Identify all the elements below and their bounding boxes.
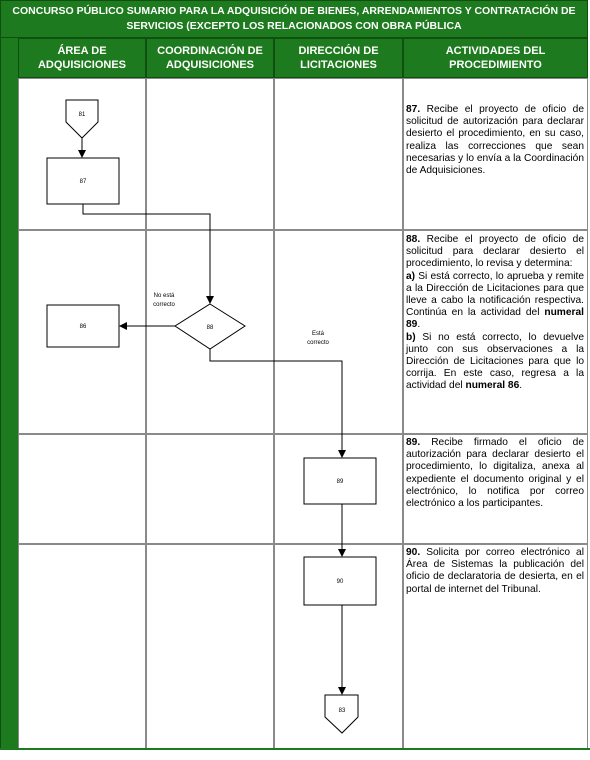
decision-diamond-88	[175, 304, 245, 349]
activity-87-number: 87.	[406, 104, 421, 115]
box-86-label: 86	[79, 324, 87, 330]
column-header-label: ACTIVIDADES DEL PROCEDIMIENTO	[445, 45, 546, 71]
process-box-89	[304, 458, 376, 504]
edge-87-88	[83, 204, 210, 303]
activity-87	[406, 104, 584, 177]
activity-88-a-label: a)	[406, 270, 416, 282]
bottom-green-bar	[0, 748, 590, 750]
offpage-connector-83	[325, 695, 358, 733]
activity-88-a-ref: numeral 89	[406, 307, 584, 331]
label-no-esta: No está	[153, 293, 175, 299]
activity-88-a-text: Si está correcto, lo aprueba y remite a la Dirección de Licitaciones para que lleve a cabo la notificación respectiva. Continúa en la actividad del	[406, 270, 584, 319]
label-no-correcto: correcto	[153, 302, 175, 308]
activity-89-number: 89.	[406, 437, 421, 448]
decision-88-label: 88	[206, 325, 214, 331]
connector-81-label: 81	[78, 112, 86, 118]
box-89-label: 89	[336, 479, 344, 485]
title-line-1: CONCURSO PÚBLICO SUMARIO PARA LA ADQUISICIÓN DE BIENES, ARRENDAMIENTOS Y CONTRATACIÓN DE	[12, 5, 576, 17]
label-esta: Está	[311, 331, 325, 337]
title-line-2: SERVICIOS (EXCEPTO LOS RELACIONADOS CON OBRA PÚBLICA	[126, 20, 462, 32]
box-87-label: 87	[79, 179, 87, 185]
activity-88-b-end: .	[519, 380, 523, 392]
activity-88-text: Recibe el proyecto de oficio de solicitud para declarar desierto el procedimiento, lo revisa y determina:	[406, 234, 584, 270]
activity-90-number: 90.	[406, 547, 421, 558]
process-box-87	[47, 158, 119, 204]
activity-88-b-text: Si no está correcto, lo devuelve junto con sus observaciones a la Dirección de Licitaciones para que lo corrija. En este caso, regresa a la actividad del	[406, 331, 584, 392]
connector-83-label: 83	[338, 708, 346, 714]
activity-87-text: Recibe el proyecto de oficio de solicitud de autorización para declarar desierto el procedimiento, en su caso, realiza las correcciones que sean necesarias y lo envía a la Coordinación de Adquisiciones.	[406, 104, 584, 177]
activity-89-text: Recibe firmado el oficio de autorización para declarar desierto el procedimiento, lo digitaliza, anexa al expediente el documento original y el electrónico, lo notifica por correo electrónico a los participantes.	[406, 437, 584, 510]
box-90-label: 90	[336, 579, 344, 585]
edge-88-89	[210, 349, 342, 457]
column-header-label: ÁREA DE ADQUISICIONES	[37, 45, 126, 71]
process-box-86	[47, 305, 119, 347]
column-header-label: COORDINACIÓN DE ADQUISICIONES	[157, 45, 263, 71]
activity-88-b-label: b)	[406, 331, 416, 343]
activity-90	[406, 547, 584, 596]
activity-89	[406, 437, 584, 510]
activity-88	[406, 234, 584, 393]
activity-88-a-end: .	[417, 319, 421, 331]
label-correcto: correcto	[307, 340, 329, 346]
process-box-90	[304, 557, 376, 605]
column-header-label: DIRECCIÓN DE LICITACIONES	[298, 45, 379, 71]
offpage-connector-81	[66, 100, 98, 138]
activity-88-number: 88.	[406, 234, 421, 245]
activity-90-text: Solicita por correo electrónico al Área de Sistemas la publicación del oficio de declaratoria de desierta, en el portal de internet del Tribunal.	[406, 547, 584, 595]
activity-88-b-ref: numeral 86	[465, 380, 520, 392]
